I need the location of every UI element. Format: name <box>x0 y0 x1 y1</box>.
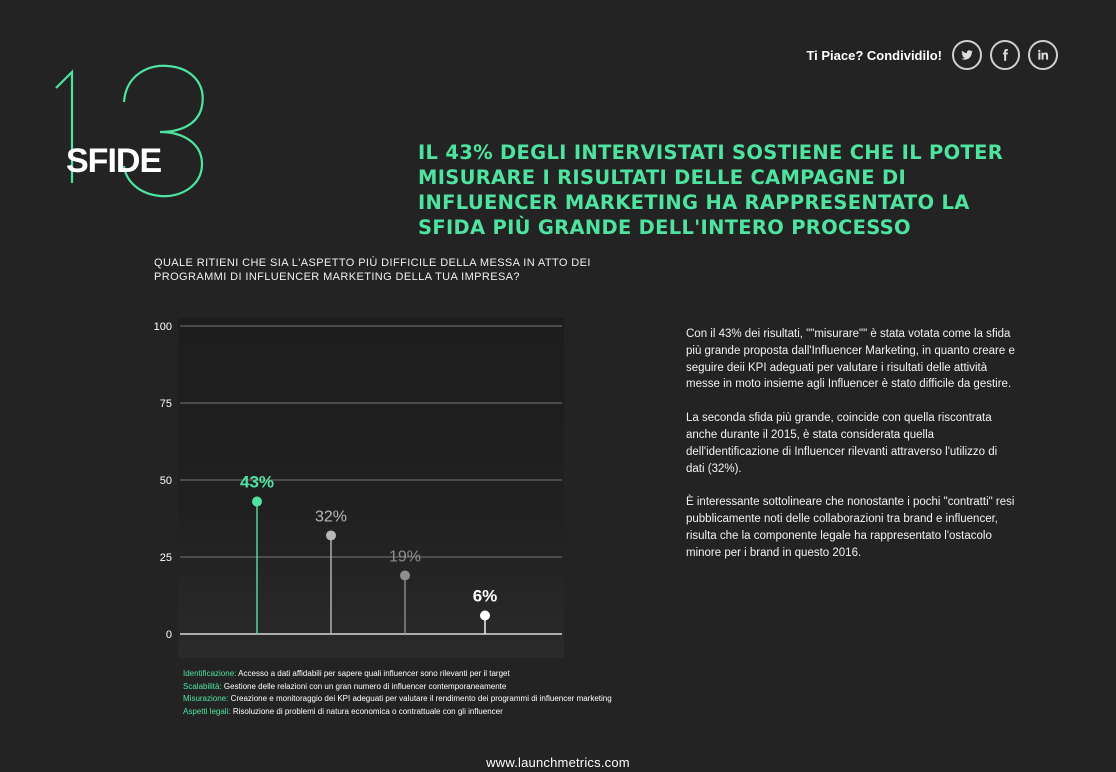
lollipop-point <box>326 530 336 540</box>
legend-item <box>183 668 612 681</box>
data-label: 6% <box>472 586 498 606</box>
survey-question: QUALE RITIENI CHE SIA L'ASPETTO PIÙ DIFFICILE DELLA MESSA IN ATTO DEI PROGRAMMI DI INFLUENCER MARKETING DELLA TUA IMPRESA? <box>154 257 591 283</box>
footer-url[interactable]: www.launchmetrics.com <box>486 755 630 770</box>
y-tick-label: 0 <box>165 629 172 641</box>
legend-text: Accesso a dati affidabili per sapere quali influencer sono rilevanti per il target <box>238 669 510 678</box>
data-label: 19% <box>388 548 422 566</box>
headline: IL 43% DEGLI INTERVISTATI SOSTIENE CHE IL POTER MISURARE I RISULTATI DELLE CAMPAGNE DI INFLUENCER MARKETING HA RAPPRESENTATO LA SFIDA PIÙ GRANDE DELL'INTERO PROCESSO <box>418 141 1004 239</box>
body-text <box>686 326 1016 579</box>
y-tick-label: 25 <box>159 552 172 564</box>
legend-item <box>183 693 612 706</box>
y-tick-label: 50 <box>159 475 172 487</box>
share-label: Ti Piace? Condividilo! <box>806 47 942 63</box>
chart-legend <box>183 668 612 718</box>
section-label: SFIDE <box>66 142 162 180</box>
lollipop-point <box>400 570 410 580</box>
data-label: 43% <box>239 472 275 492</box>
legend-item <box>183 706 612 719</box>
lollipop-point <box>252 497 262 507</box>
legend-text: Creazione e monitoraggio dei KPI adeguati per valutare il rendimento dei programmi di influencer marketing <box>230 694 612 703</box>
y-tick-label: 75 <box>159 398 172 410</box>
legend-item <box>183 681 612 694</box>
body-paragraph: È interessante sottolineare che nonostante i pochi "contratti" resi pubblicamente noti delle collaborazioni tra brand e influencer, risulta che la componente legale ha rappresentato l'ostacolo minore per i brand in questo 2016. <box>686 496 1015 559</box>
body-paragraph: La seconda sfida più grande, coincide con quella riscontrata anche durante il 2015, è stata considerata quella dell'identificazione di Influencer rilevanti attraverso l'utilizzo di dati (32%). <box>686 412 998 475</box>
data-label: 32% <box>314 508 348 526</box>
lollipop-point <box>480 611 490 621</box>
y-tick-label: 100 <box>153 321 172 333</box>
body-paragraph: Con il 43% dei risultati, ""misurare"" è stata votata come la sfida più grande proposta dall'Influencer Marketing, in quanto creare e seguire deii KPI adeguati per valutare i risultati delle attività messe in moto insieme agli Influencer è stato difficile da gestire. <box>686 328 1015 391</box>
legend-text: Risoluzione di problemi di natura economica o contrattuale con gli influencer <box>232 706 503 716</box>
legend-key: Misurazione: <box>183 694 229 703</box>
legend-key: Identificazione: <box>183 669 237 678</box>
legend-key: Scalabilità: <box>183 681 222 691</box>
legend-text: Gestione delle relazioni con un gran numero di influencer contemporaneamente <box>223 681 507 691</box>
legend-key: Aspetti legali: <box>183 706 231 716</box>
